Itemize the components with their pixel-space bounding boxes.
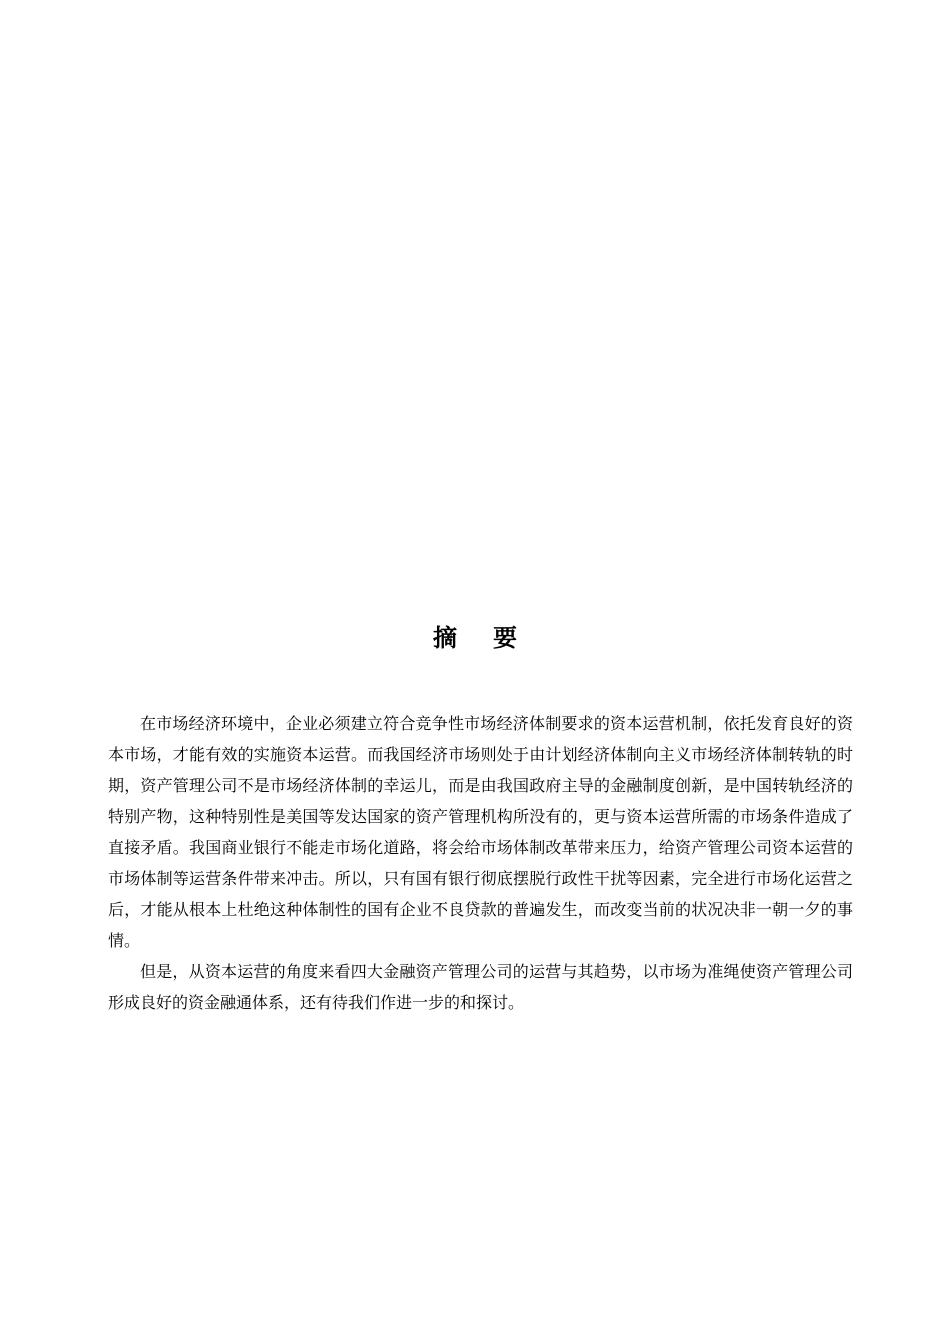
abstract-body	[108, 708, 853, 1018]
abstract-paragraph-2: 但是，从资本运营的角度来看四大金融资产管理公司的运营与其趋势，以市场为准绳使资产管理公司形成良好的资金融通体系，还有待我们作进一步的和探讨。	[108, 962, 853, 1012]
abstract-paragraph-1: 在市场经济环境中，企业必须建立符合竞争性市场经济体制要求的资本运营机制，依托发育良好的资本市场，才能有效的实施资本运营。而我国经济市场则处于由计划经济体制向主义市场经济体制转轨的时期，资产管理公司不是市场经济体制的幸运儿，而是由我国政府主导的金融制度创新，是中国转轨经济的特别产物，这种特别性是美国等发达国家的资产管理机构所没有的，更与资本运营所需的市场条件造成了直接矛盾。我国商业银行不能走市场化道路，将会给市场体制改革带来压力，给资产管理公司资本运营的市场体制等运营条件带来冲击。所以，只有国有银行彻底摆脱行政性干扰等因素，完全进行市场化运营之后，才能从根本上杜绝这种体制性的国有企业不良贷款的普遍发生，而改变当前的状况决非一朝一夕的事情。	[108, 714, 853, 950]
abstract-title: 摘要	[433, 624, 553, 652]
